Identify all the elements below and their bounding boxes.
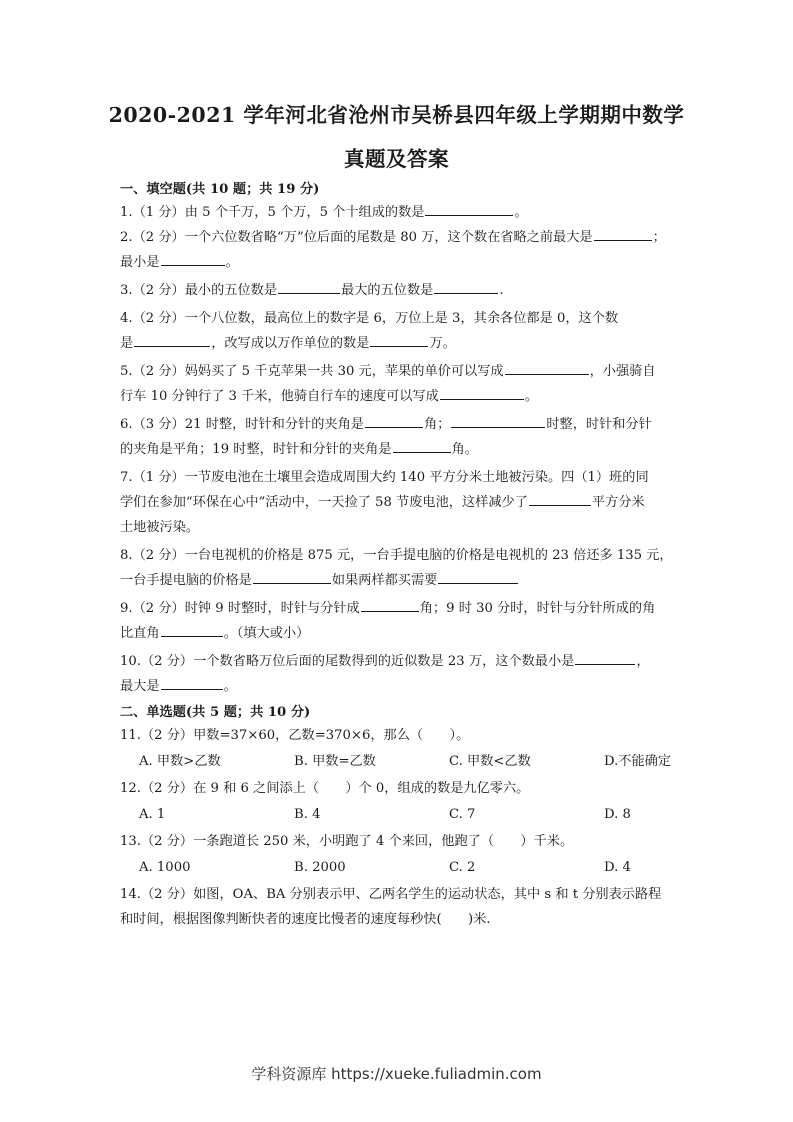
question-8 [120,543,676,593]
option-c[interactable]: C. 7 [449,807,476,822]
page-title-line1: 2020-2021 学年河北省沧州市吴桥县四年级上学期期中数学 [108,103,685,127]
question-stem: 13.（2 分）一条跑道长 250 米，小明跑了 4 个来回，他跑了（ ）千米。 [120,834,574,849]
question-6 [120,412,676,462]
answer-blank[interactable] [278,292,340,294]
footer-watermark: 学科资源库 https://xueke.fuliadmin.com [251,1065,542,1083]
question-text: 最小是 [120,255,160,270]
question-text: 一台手提电脑的价格是 [120,573,252,588]
option-a[interactable]: A. 1000 [139,860,191,875]
option-c[interactable]: C. 甲数<乙数 [449,754,531,769]
question-text: 角； [423,417,451,432]
question-3 [120,278,676,303]
question-text: 最大的五位数是 [341,283,434,298]
question-text: 3.（2 分）最小的五位数是 [120,283,278,298]
question-text: 比直角 [120,626,160,641]
question-2 [120,225,676,275]
question-text: 9.（2 分）时钟 9 时整时，时针与分针成 [120,601,360,616]
question-text: 角；9 时 30 分时，时针与分针所成的角 [419,601,656,616]
question-text: 。 [524,389,539,404]
question-text: 土地被污染。 [120,520,200,535]
question-14 [120,882,676,932]
page-title-line2: 真题及答案 [344,147,449,171]
options-row [120,748,676,776]
question-12 [120,776,676,829]
question-text: 6.（3 分）21 时整，时针和分针的夹角是 [120,417,364,432]
question-text: 角。 [451,442,478,457]
question-1 [120,200,676,225]
question-10 [120,649,676,699]
answer-blank[interactable] [594,239,652,241]
answer-blank[interactable] [425,214,513,216]
exam-content [120,179,676,932]
question-text: 5.（2 分）妈妈买了 5 千克苹果一共 30 元，苹果的单价可以写成 [120,364,504,379]
answer-blank[interactable] [451,426,545,428]
answer-blank[interactable] [393,451,451,453]
question-text: 。 [223,679,237,694]
answer-blank[interactable] [161,688,223,690]
question-text: 学们在参加“环保在心中”活动中，一天捡了 58 节废电池，这样减少了 [120,495,528,510]
options-row [120,801,676,829]
question-7 [120,465,676,540]
question-text: 最大是 [120,679,160,694]
question-text: 8.（2 分）一台电视机的价格是 875 元，一台手提电脑的价格是电视机的 23 倍还多 135 元， [120,548,673,563]
question-9 [120,596,676,646]
question-text: 如果两样都买需要 [331,573,438,588]
question-text: ； [652,230,666,245]
option-d[interactable]: D. 8 [604,807,631,822]
question-text: . [499,283,504,298]
option-a[interactable]: A. 1 [139,807,166,822]
answer-blank[interactable] [361,610,419,612]
answer-blank[interactable] [575,663,635,665]
question-text: 。 [225,255,239,270]
answer-blank[interactable] [505,373,589,375]
answer-blank[interactable] [438,582,518,584]
question-text: 行车 10 分钟行了 3 千米，他骑自行车的速度可以写成 [120,389,439,404]
answer-blank[interactable] [365,426,423,428]
option-b[interactable]: B. 甲数=乙数 [294,754,376,769]
section-heading-fill-blank: 一、填空题(共 10 题；共 19 分) [120,182,320,197]
answer-blank[interactable] [529,504,591,506]
options-row [120,854,676,882]
answer-blank[interactable] [434,292,498,294]
question-text: ，改写成以万作单位的数是 [211,336,370,351]
question-11 [120,723,676,776]
question-text: 7.（1 分）一节废电池在土壤里会造成周围大约 140 平方分米土地被污染。四（1）班的同 [120,470,649,485]
option-d[interactable]: D. 4 [604,860,631,875]
option-d[interactable]: D.不能确定 [604,754,672,769]
question-text: 。 [514,205,528,220]
question-text: ，小强骑自 [589,364,656,379]
question-text: 的夹角是平角；19 时整，时针和分针的夹角是 [120,442,392,457]
option-c[interactable]: C. 2 [449,860,476,875]
question-13 [120,829,676,882]
answer-blank[interactable] [253,582,331,584]
question-text: 是 [120,336,134,351]
question-stem: 14.（2 分）如图，OA、BA 分别表示甲、乙两名学生的运动状态，其中 s 和 t 分别表示路程 [120,887,662,902]
question-text: 万。 [429,336,456,351]
answer-blank[interactable] [370,345,428,347]
question-4 [120,306,676,356]
section-heading-single-choice: 二、单选题(共 5 题；共 10 分) [120,705,311,720]
answer-blank[interactable] [134,345,210,347]
answer-blank[interactable] [440,398,524,400]
question-stem: 11.（2 分）甲数=37×60，乙数=370×6，那么（ ）。 [120,728,470,743]
option-b[interactable]: B. 2000 [294,860,346,875]
option-a[interactable]: A. 甲数>乙数 [139,754,221,769]
option-b[interactable]: B. 4 [294,807,321,822]
question-stem: 和时间，根据图像判断快者的速度比慢者的速度每秒快( )米. [120,912,491,927]
question-text: 平方分米 [591,495,645,510]
answer-blank[interactable] [161,635,223,637]
answer-blank[interactable] [161,264,225,266]
question-5 [120,359,676,409]
question-text: 时整，时针和分针 [546,417,652,432]
question-text: 。（填大或小） [223,626,310,641]
question-text: ， [636,654,650,669]
question-text: 2.（2 分）一个六位数省略“万”位后面的尾数是 80 万，这个数在省略之前最大是 [120,230,593,245]
question-text: 10.（2 分）一个数省略万位后面的尾数得到的近似数是 23 万，这个数最小是 [120,654,575,669]
question-text: 1.（1 分）由 5 个千万，5 个万，5 个十组成的数是 [120,205,425,220]
question-text: 4.（2 分）一个八位数，最高位上的数字是 6，万位上是 3，其余各位都是 0，这个数 [120,311,619,326]
question-stem: 12.（2 分）在 9 和 6 之间添上（ ）个 0，组成的数是九亿零六。 [120,781,530,796]
